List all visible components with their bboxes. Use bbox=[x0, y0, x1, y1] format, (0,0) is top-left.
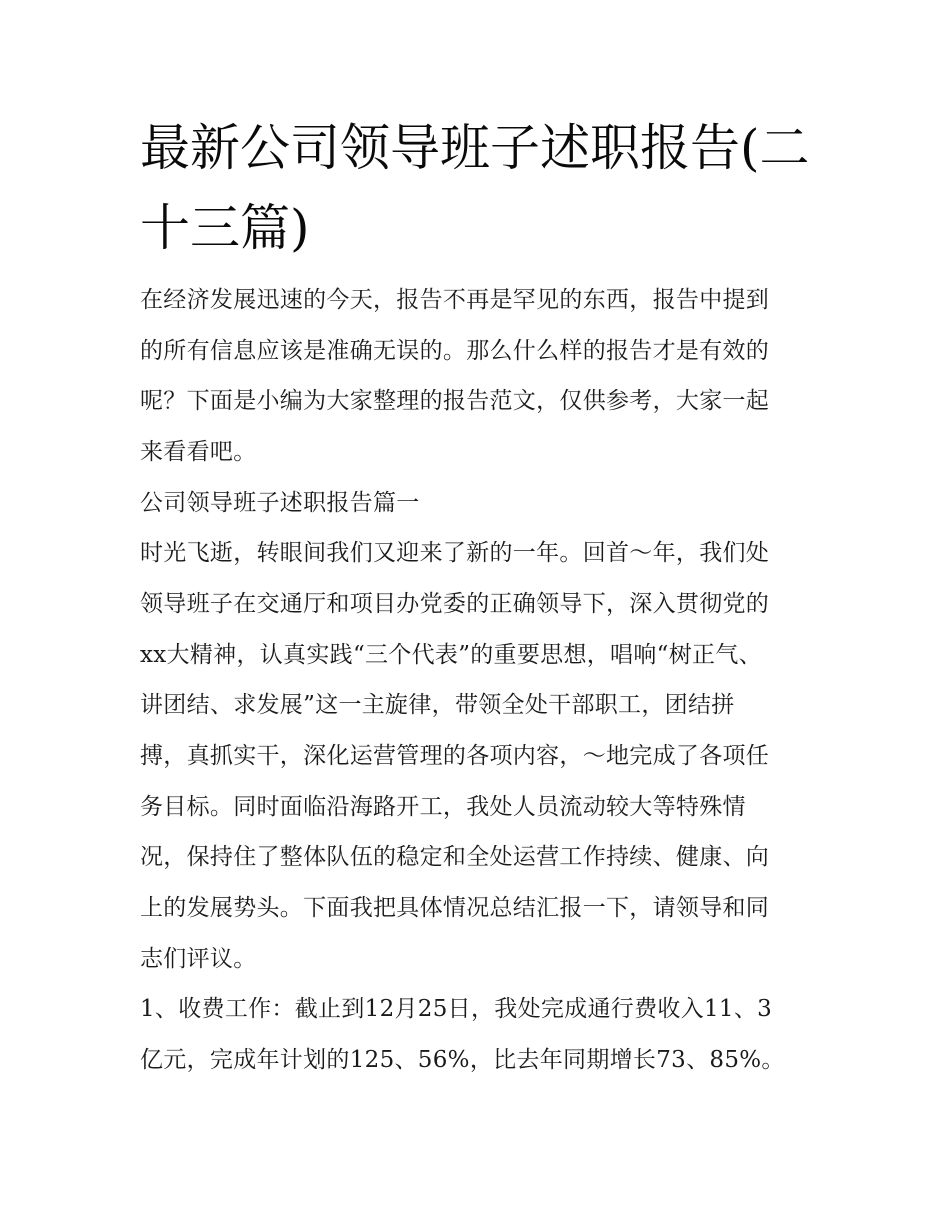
section-paragraph-line: 务目标。同时面临沿海路开工，我处人员流动较大等特殊情 bbox=[140, 794, 746, 820]
section-paragraph-line: 搏，真抓实干，深化运营管理的各项内容，～地完成了各项任 bbox=[140, 743, 770, 769]
section-heading: 公司领导班子述职报告篇一 bbox=[140, 490, 420, 516]
intro-paragraph-line: 呢？下面是小编为大家整理的报告范文，仅供参考，大家一起 bbox=[140, 388, 770, 414]
section-paragraph-line: 志们评议。 bbox=[140, 946, 257, 972]
section-paragraph-line: xx大精神，认真实践“三个代表”的重要思想，唱响“树正气、 bbox=[140, 642, 762, 668]
intro-paragraph-line: 的所有信息应该是准确无误的。那么什么样的报告才是有效的 bbox=[140, 338, 770, 364]
list-item-line: 亿元，完成年计划的125、56%，比去年同期增长73、85%。 bbox=[140, 1047, 785, 1073]
section-paragraph-line: 领导班子在交通厅和项目办党委的正确领导下，深入贯彻党的 bbox=[140, 591, 770, 617]
intro-paragraph-line: 来看看吧。 bbox=[140, 439, 257, 465]
intro-paragraph-line: 在经济发展迅速的今天，报告不再是罕见的东西，报告中提到 bbox=[140, 287, 770, 313]
document-title-line-1: 最新公司领导班子述职报告(二 bbox=[140, 119, 810, 177]
section-paragraph-line: 讲团结、求发展”这一主旋律，带领全处干部职工，团结拼 bbox=[140, 692, 735, 718]
list-item-line: 1、收费工作：截止到12月25日，我处完成通行费收入11、3 bbox=[140, 996, 773, 1022]
section-paragraph-line: 上的发展势头。下面我把具体情况总结汇报一下，请领导和同 bbox=[140, 895, 770, 921]
document-title-line-2: 十三篇) bbox=[140, 199, 310, 257]
section-paragraph-line: 况，保持住了整体队伍的稳定和全处运营工作持续、健康、向 bbox=[140, 844, 770, 870]
section-paragraph-line: 时光飞逝，转眼间我们又迎来了新的一年。回首～年，我们处 bbox=[140, 540, 770, 566]
